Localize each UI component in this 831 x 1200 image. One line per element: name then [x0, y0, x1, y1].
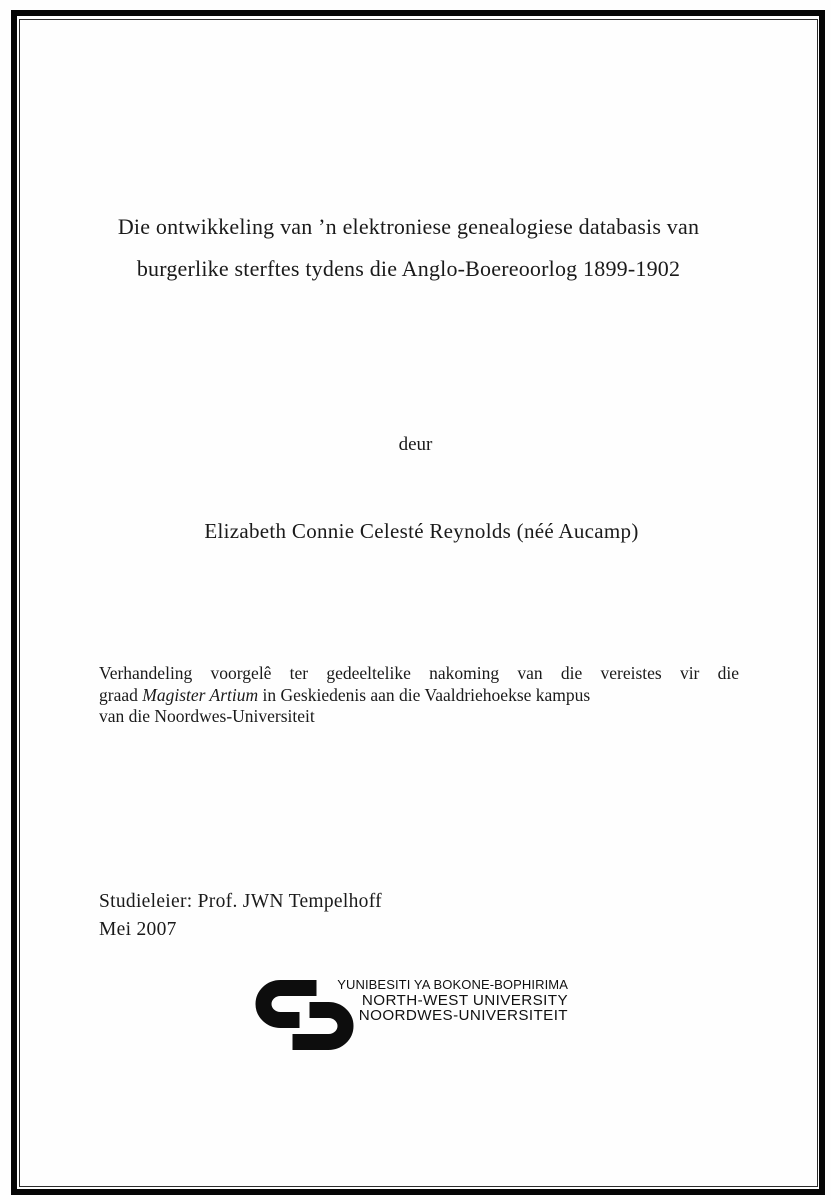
logo-text-setswana: YUNIBESITI YA BOKONE-BOPHIRIMA [337, 977, 568, 992]
thesis-title-line2: burgerlike sterftes tydens die Anglo-Boereoorlog 1899-1902 [136, 256, 681, 281]
degree-statement-line1: Verhandeling voorgelê ter gedeeltelike nakoming van die vereistes vir die [99, 663, 739, 683]
university-logo [254, 972, 584, 1062]
degree-statement-line3: van die Noordwes-Universiteit [99, 706, 315, 727]
university-logo-text [300, 978, 568, 1023]
degree-statement-line2-post: in Geskiedenis aan die Vaaldriehoekse kampus [258, 684, 591, 705]
byline-label: deur [398, 434, 433, 455]
date-line: Mei 2007 [99, 919, 177, 940]
logo-text-english: NORTH-WEST UNIVERSITY [361, 991, 568, 1009]
thesis-title-line1: Die ontwikkeling van ’n elektroniese genealogiese databasis van [117, 214, 700, 239]
supervisor-line: Studieleier: Prof. JWN Tempelhoff [99, 891, 382, 912]
degree-statement-line2-pre: graad [99, 684, 143, 705]
logo-text-afrikaans: NOORDWES-UNIVERSITEIT [358, 1006, 568, 1024]
thesis-title [40, 206, 777, 290]
degree-statement-line2 [99, 685, 739, 707]
degree-name-italic: Magister Artium [142, 684, 259, 705]
author-name: Elizabeth Connie Celesté Reynolds (néé Aucamp) [204, 519, 639, 543]
supervisor-block [99, 888, 382, 944]
degree-statement [99, 663, 739, 728]
